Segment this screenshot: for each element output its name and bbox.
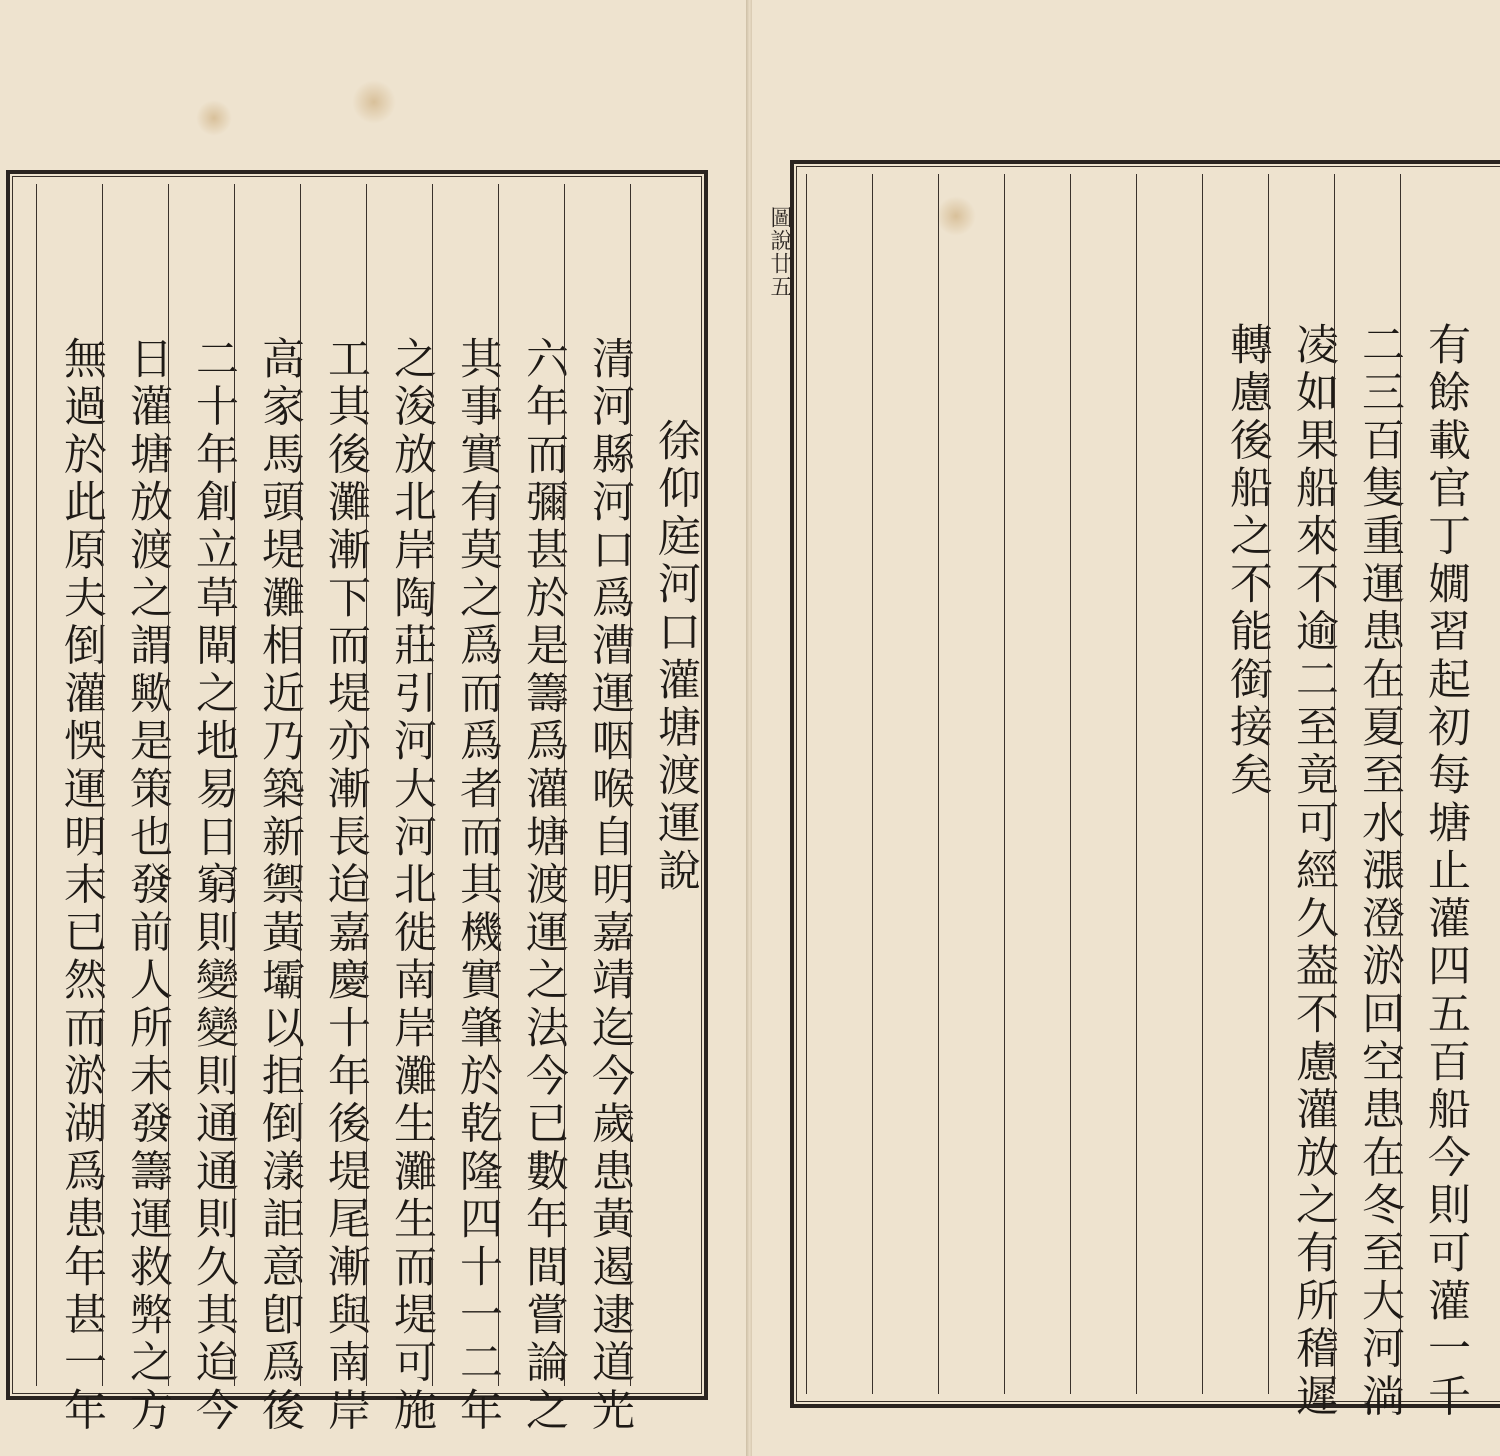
page-marker: 圖說廿五 xyxy=(767,206,792,298)
text-column xyxy=(102,184,173,1436)
right-text-frame xyxy=(790,160,1500,1422)
title-column xyxy=(630,184,701,1386)
body-line-8: 日灌塘放渡之謂歟是策也發前人所未發籌運救弊之方 xyxy=(123,336,173,1436)
body-line-7: 二十年創立草閘之地易日窮則變變則通通則久其迨今 xyxy=(189,336,239,1436)
blank-column xyxy=(1004,174,1071,1394)
body-line-r1: 有餘載官丁嫺習起初每塘止灌四五百船今則可灌一千 xyxy=(1421,322,1471,1422)
body-line-4: 之浚放北岸陶莊引河大河北徙南岸灘生灘生而堤可施 xyxy=(387,336,437,1436)
blank-column xyxy=(1070,174,1137,1394)
essay-title: 徐仰庭河口灌塘渡運說 xyxy=(651,418,701,896)
blank-column xyxy=(872,174,939,1394)
text-column xyxy=(36,184,107,1436)
body-line-2: 六年而彌甚於是籌爲灌塘渡運之法今已數年間嘗論之 xyxy=(519,336,569,1436)
text-column xyxy=(234,184,305,1436)
text-column xyxy=(1268,174,1339,1422)
body-line-9: 無過於此原夫倒灌悞運明末已然而淤湖爲患年甚一年 xyxy=(57,336,107,1436)
text-column xyxy=(300,184,371,1436)
paper-stain xyxy=(196,100,232,136)
body-line-1: 清河縣河口爲漕運咽喉自明嘉靖迄今歲患黃遏逮道光 xyxy=(585,336,635,1436)
text-column xyxy=(168,184,239,1436)
text-column xyxy=(1334,174,1405,1422)
body-line-5: 工其後灘漸下而堤亦漸長迨嘉慶十年後堤尾漸與南岸 xyxy=(321,336,371,1436)
text-column xyxy=(1202,174,1273,1394)
body-line-3: 其事實有莫之爲而爲者而其機實肇於乾隆四十一二年 xyxy=(453,336,503,1436)
body-line-r3: 凌如果船來不逾二至竟可經久葢不慮灌放之有所稽遲 xyxy=(1289,322,1339,1422)
body-line-r4: 轉慮後船之不能銜接矣 xyxy=(1223,322,1273,800)
paper-stain xyxy=(352,80,396,124)
left-page xyxy=(0,0,748,1456)
blank-column xyxy=(938,174,1005,1394)
left-text-frame xyxy=(6,170,708,1436)
blank-column xyxy=(806,174,873,1394)
text-column xyxy=(432,184,503,1436)
body-line-r2: 二三百隻重運患在夏至水漲澄淤回空患在冬至大河淌 xyxy=(1355,322,1405,1422)
blank-column xyxy=(1136,174,1203,1394)
text-column xyxy=(1400,174,1471,1422)
text-column xyxy=(564,184,635,1436)
text-column xyxy=(498,184,569,1436)
body-line-6: 高家馬頭堤灘相近乃築新禦黃壩以拒倒漾詎意卽爲後 xyxy=(255,336,305,1436)
text-column xyxy=(366,184,437,1436)
